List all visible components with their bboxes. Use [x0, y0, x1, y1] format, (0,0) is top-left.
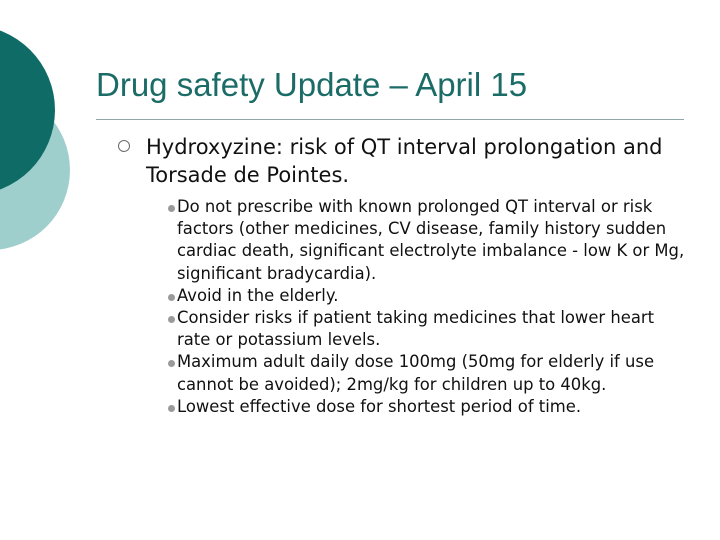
bullet-dot-icon	[168, 294, 175, 301]
sub-point-text: Do not prescribe with known prolonged QT interval or risk factors (other medicines, CV disease, family history sudden cardiac death, significant electrolyte imbalance - low K or Mg, significant bradycardia).	[177, 197, 685, 283]
hollow-bullet-icon	[118, 140, 130, 152]
title-divider	[96, 119, 684, 120]
sub-point-text: Consider risks if patient taking medicines that lower heart rate or potassium levels.	[177, 308, 655, 350]
sub-point-text: Lowest effective dose for shortest period of time.	[177, 396, 582, 416]
sub-point	[170, 285, 690, 307]
sub-point-text: Maximum adult daily dose 100mg (50mg for elderly if use cannot be avoided); 2mg/kg for children up to 40kg.	[177, 352, 655, 394]
bullet-dot-icon	[168, 316, 175, 323]
sub-point	[170, 396, 690, 418]
sub-point-list	[170, 196, 690, 418]
bullet-dot-icon	[168, 360, 175, 367]
main-point: Hydroxyzine: risk of QT interval prolongation and Torsade de Pointes.	[146, 135, 663, 187]
decorative-circles	[0, 0, 110, 300]
bullet-dot-icon	[168, 205, 175, 212]
sub-point-text: Avoid in the elderly.	[177, 285, 339, 305]
sub-point	[170, 196, 690, 285]
sub-point	[170, 351, 690, 395]
sub-point	[170, 307, 690, 351]
slide-title: Drug safety Update – April 15	[96, 66, 528, 103]
bullet-dot-icon	[168, 405, 175, 412]
